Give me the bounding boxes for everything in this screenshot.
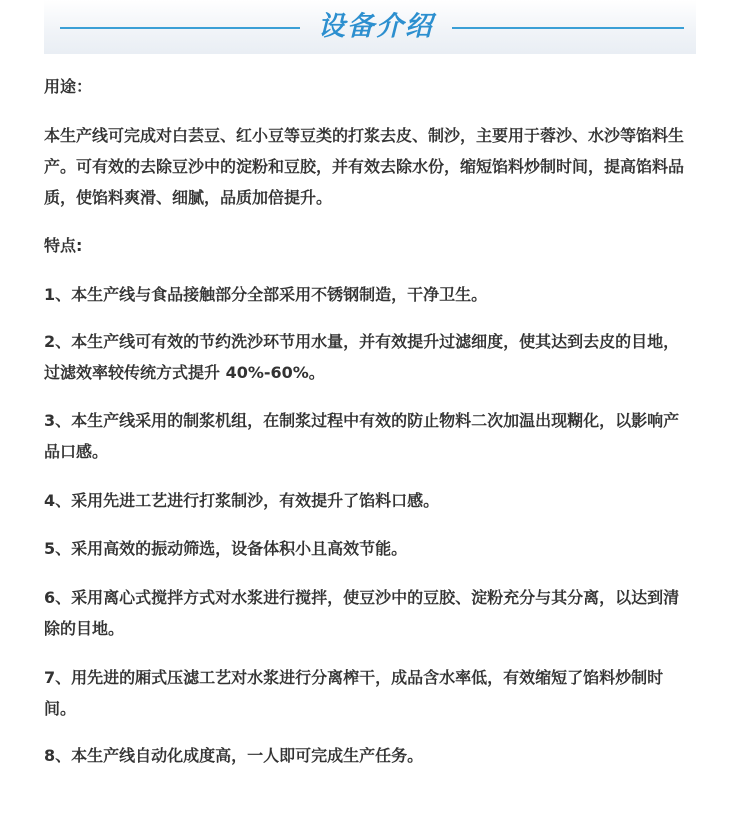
usage-label: 用途： bbox=[44, 77, 93, 96]
feature-item-1: 1、本生产线与食品接触部分全部采用不锈钢制造，干净卫生。 bbox=[44, 285, 488, 304]
feature-item-2: 2、本生产线可有效的节约洗沙环节用水量，并有效提升过滤细度，使其达到去皮的目地，过滤效率较传统方式提升 40%-60%。 bbox=[44, 332, 680, 382]
banner-divider-left bbox=[60, 27, 300, 29]
features-label: 特点: bbox=[44, 236, 83, 255]
section-banner bbox=[44, 0, 696, 54]
feature-item-6: 6、采用离心式搅拌方式对水浆进行搅拌，使豆沙中的豆胶、淀粉充分与其分离，以达到清除的目地。 bbox=[44, 588, 680, 638]
usage-paragraph: 本生产线可完成对白芸豆、红小豆等豆类的打浆去皮、制沙，主要用于蓉沙、水沙等馅料生产。可有效的去除豆沙中的淀粉和豆胶，并有效去除水份，缩短馅料炒制时间，提高馅料品质，使馅料爽滑、细腻，品质加倍提升。 bbox=[44, 126, 685, 207]
feature-item-3: 3、本生产线采用的制浆机组，在制浆过程中有效的防止物料二次加温出现糊化，以影响产品口感。 bbox=[44, 411, 680, 461]
feature-item-5: 5、采用高效的振动筛选，设备体积小且高效节能。 bbox=[44, 539, 408, 558]
feature-item-7: 7、用先进的厢式压滤工艺对水浆进行分离榨干，成品含水率低，有效缩短了馅料炒制时间。 bbox=[44, 668, 664, 718]
banner-title: 设备介绍 bbox=[318, 11, 434, 42]
feature-item-8: 8、本生产线自动化成度高，一人即可完成生产任务。 bbox=[44, 746, 424, 765]
feature-item-4: 4、采用先进工艺进行打浆制沙，有效提升了馅料口感。 bbox=[44, 491, 440, 510]
banner-divider-right bbox=[452, 27, 684, 29]
